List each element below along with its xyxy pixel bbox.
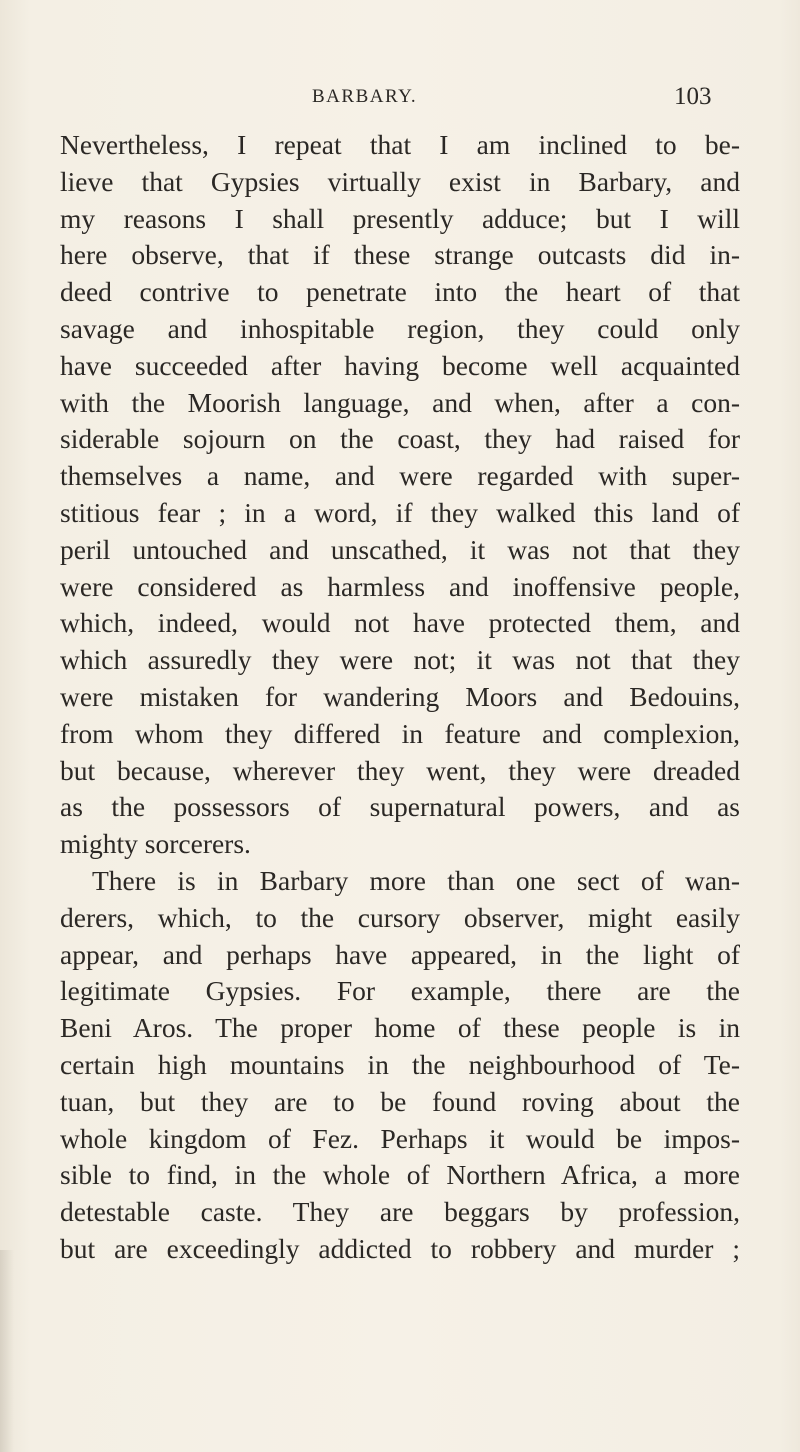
text-line: peril untouched and unscathed, it was not that they [60, 533, 740, 565]
page-number: 103 [674, 83, 712, 110]
text-line: certain high mountains in the neighbourhood of Te- [60, 1048, 740, 1080]
text-line: from whom they differed in feature and complexion, [60, 717, 740, 749]
text-line: savage and inhospitable region, they could only [60, 312, 740, 344]
text-line: but because, wherever they went, they were dreaded [60, 754, 740, 786]
text-line: deed contrive to penetrate into the heart of that [60, 276, 740, 308]
text-line: which assuredly they were not; it was not that they [60, 644, 740, 676]
text-line: which, indeed, would not have protected them, and [60, 607, 740, 639]
text-line: themselves a name, and were regarded with super- [60, 460, 740, 492]
text-line: have succeeded after having become well acquainted [60, 349, 740, 381]
text-line: There is in Barbary more than one sect of wan- [92, 864, 740, 896]
text-line: my reasons I shall presently adduce; but I will [60, 202, 740, 234]
text-line: appear, and perhaps have appeared, in the light of [60, 938, 740, 970]
text-line: Beni Aros. The proper home of these people is in [60, 1012, 740, 1044]
text-line: stitious fear ; in a word, if they walked this land of [60, 496, 740, 528]
body-text [60, 127, 740, 1268]
text-line: siderable sojourn on the coast, they had raised for [60, 423, 740, 455]
text-line: were considered as harmless and inoffensive people, [60, 570, 740, 602]
text-line: were mistaken for wandering Moors and Bedouins, [60, 680, 740, 712]
text-line: but are exceedingly addicted to robbery and murder ; [60, 1232, 740, 1264]
text-line: lieve that Gypsies virtually exist in Barbary, and [60, 165, 740, 197]
text-line: mighty sorcerers. [60, 828, 251, 860]
running-head [0, 83, 800, 116]
text-line: derers, which, to the cursory observer, might easily [60, 901, 740, 933]
text-line: legitimate Gypsies. For example, there are the [60, 975, 740, 1007]
text-line: as the possessors of supernatural powers, and as [60, 791, 740, 823]
page-edge-shadow [0, 1250, 14, 1452]
text-line: tuan, but they are to be found roving about the [60, 1085, 740, 1117]
text-line: here observe, that if these strange outcasts did in- [60, 239, 740, 271]
running-title: BARBARY. [312, 86, 418, 107]
text-line: sible to find, in the whole of Northern Africa, a more [60, 1159, 740, 1191]
text-line: whole kingdom of Fez. Perhaps it would be impos- [60, 1122, 740, 1154]
text-line: Nevertheless, I repeat that I am inclined to be- [60, 129, 740, 160]
text-line: with the Moorish language, and when, after a con- [60, 386, 740, 418]
text-line: detestable caste. They are beggars by profession, [60, 1196, 740, 1228]
